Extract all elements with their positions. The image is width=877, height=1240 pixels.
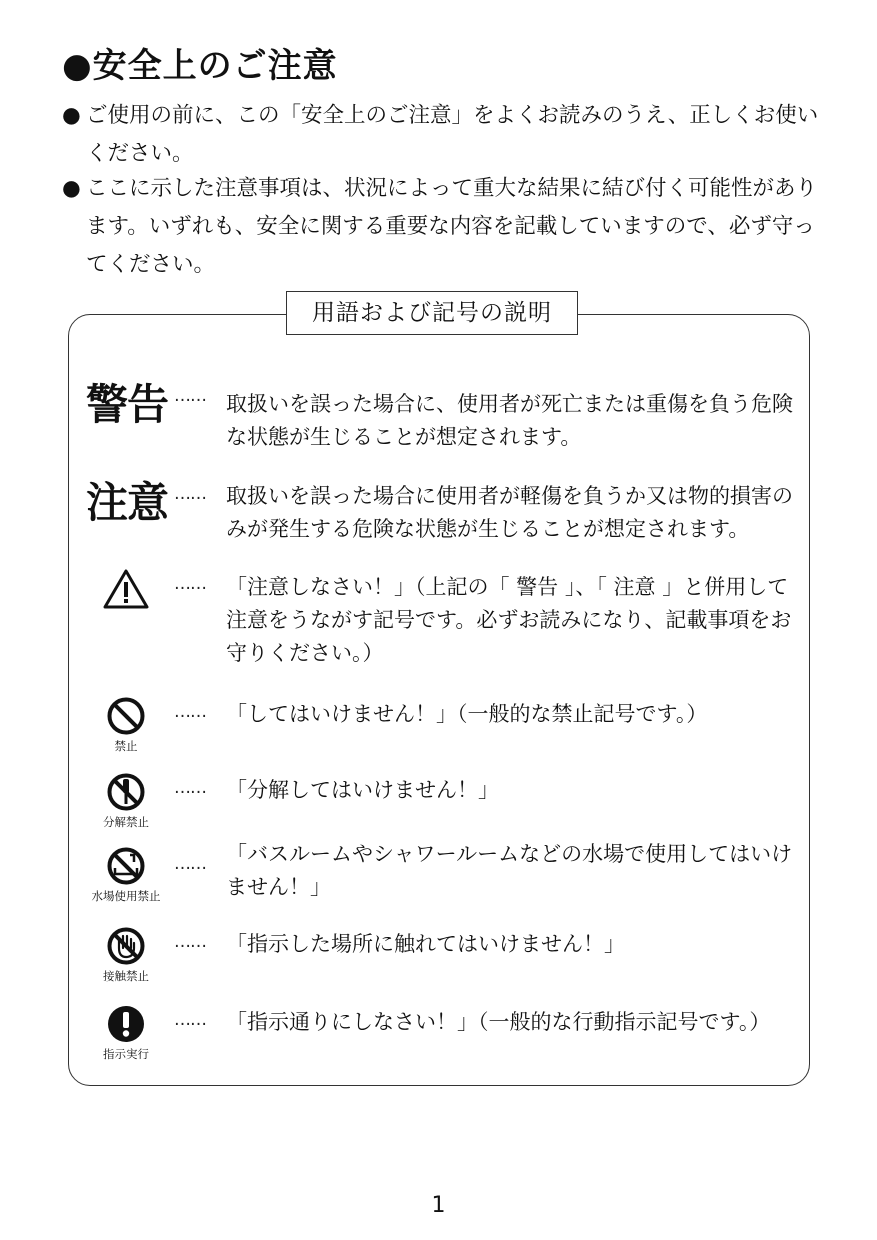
symbol-description: 「注意しなさい！」（上記の「 警告 」、「 注意 」と併用して注意をうながす記号です。必ずお読みになり、記載事項をお守りください。） xyxy=(226,575,792,665)
explanation-box-title: 用語および記号の説明 xyxy=(286,291,578,335)
intro-paragraph-2 xyxy=(62,170,822,284)
symbol xyxy=(80,772,172,829)
symbol-caption: 禁止 xyxy=(114,739,138,753)
no-water-use-icon xyxy=(106,846,146,886)
term-warning: 警告 xyxy=(86,380,169,429)
leader-dots: …… xyxy=(174,386,206,406)
symbol-description: 「指示通りにしなさい！」（一般的な行動指示記号です。） xyxy=(226,1010,771,1034)
symbol-caption: 接触禁止 xyxy=(103,969,149,983)
symbol-description: 「してはいけません！」（一般的な禁止記号です。） xyxy=(226,702,708,726)
leader-dots: …… xyxy=(174,702,206,722)
symbol-description: 「指示した場所に触れてはいけません！」 xyxy=(226,932,625,956)
term-caution: 注意 xyxy=(86,478,169,527)
symbol xyxy=(80,696,172,753)
leader-dots: …… xyxy=(174,854,206,874)
page-title: ●安全上のご注意 xyxy=(62,46,338,86)
no-disassembly-icon xyxy=(106,772,146,812)
leader-dots: …… xyxy=(174,484,206,504)
no-touch-icon xyxy=(106,926,146,966)
prohibition-icon xyxy=(106,696,146,736)
mandatory-action-icon xyxy=(106,1004,146,1044)
symbol-caption: 水場使用禁止 xyxy=(91,889,161,903)
symbol-description: 「分解してはいけません！」 xyxy=(226,778,499,802)
page-number: 1 xyxy=(431,1193,446,1218)
bullet: ● xyxy=(62,176,81,201)
symbol-caption: 指示実行 xyxy=(103,1047,149,1061)
leader-dots: …… xyxy=(174,1010,206,1030)
symbol xyxy=(80,568,172,610)
intro-text: ご使用の前に、この「安全上のご注意」をよくお読みのうえ、正しくお使いください。 xyxy=(86,103,819,166)
symbol-description: 「バスルームやシャワールームなどの水場で使用してはいけません！」 xyxy=(226,842,793,899)
symbol xyxy=(80,846,172,903)
intro-text: ここに示した注意事項は、状況によって重大な結果に結び付く可能性があります。いずれも、安全に関する重要な内容を記載していますので、必ず守ってください。 xyxy=(86,176,818,277)
warning-triangle-icon xyxy=(103,568,149,610)
symbol xyxy=(80,1004,172,1061)
leader-dots: …… xyxy=(174,932,206,952)
term-caution-description: 取扱いを誤った場合に使用者が軽傷を負うか又は物的損害のみが発生する危険な状態が生じることが想定されます。 xyxy=(226,484,793,541)
bullet: ● xyxy=(62,103,81,128)
leader-dots: …… xyxy=(174,574,206,594)
symbol-caption: 分解禁止 xyxy=(103,815,149,829)
term-warning-description: 取扱いを誤った場合に、使用者が死亡または重傷を負う危険な状態が生じることが想定されます。 xyxy=(226,392,793,449)
leader-dots: …… xyxy=(174,778,206,798)
symbol xyxy=(80,926,172,983)
intro-paragraph-1 xyxy=(62,97,822,173)
